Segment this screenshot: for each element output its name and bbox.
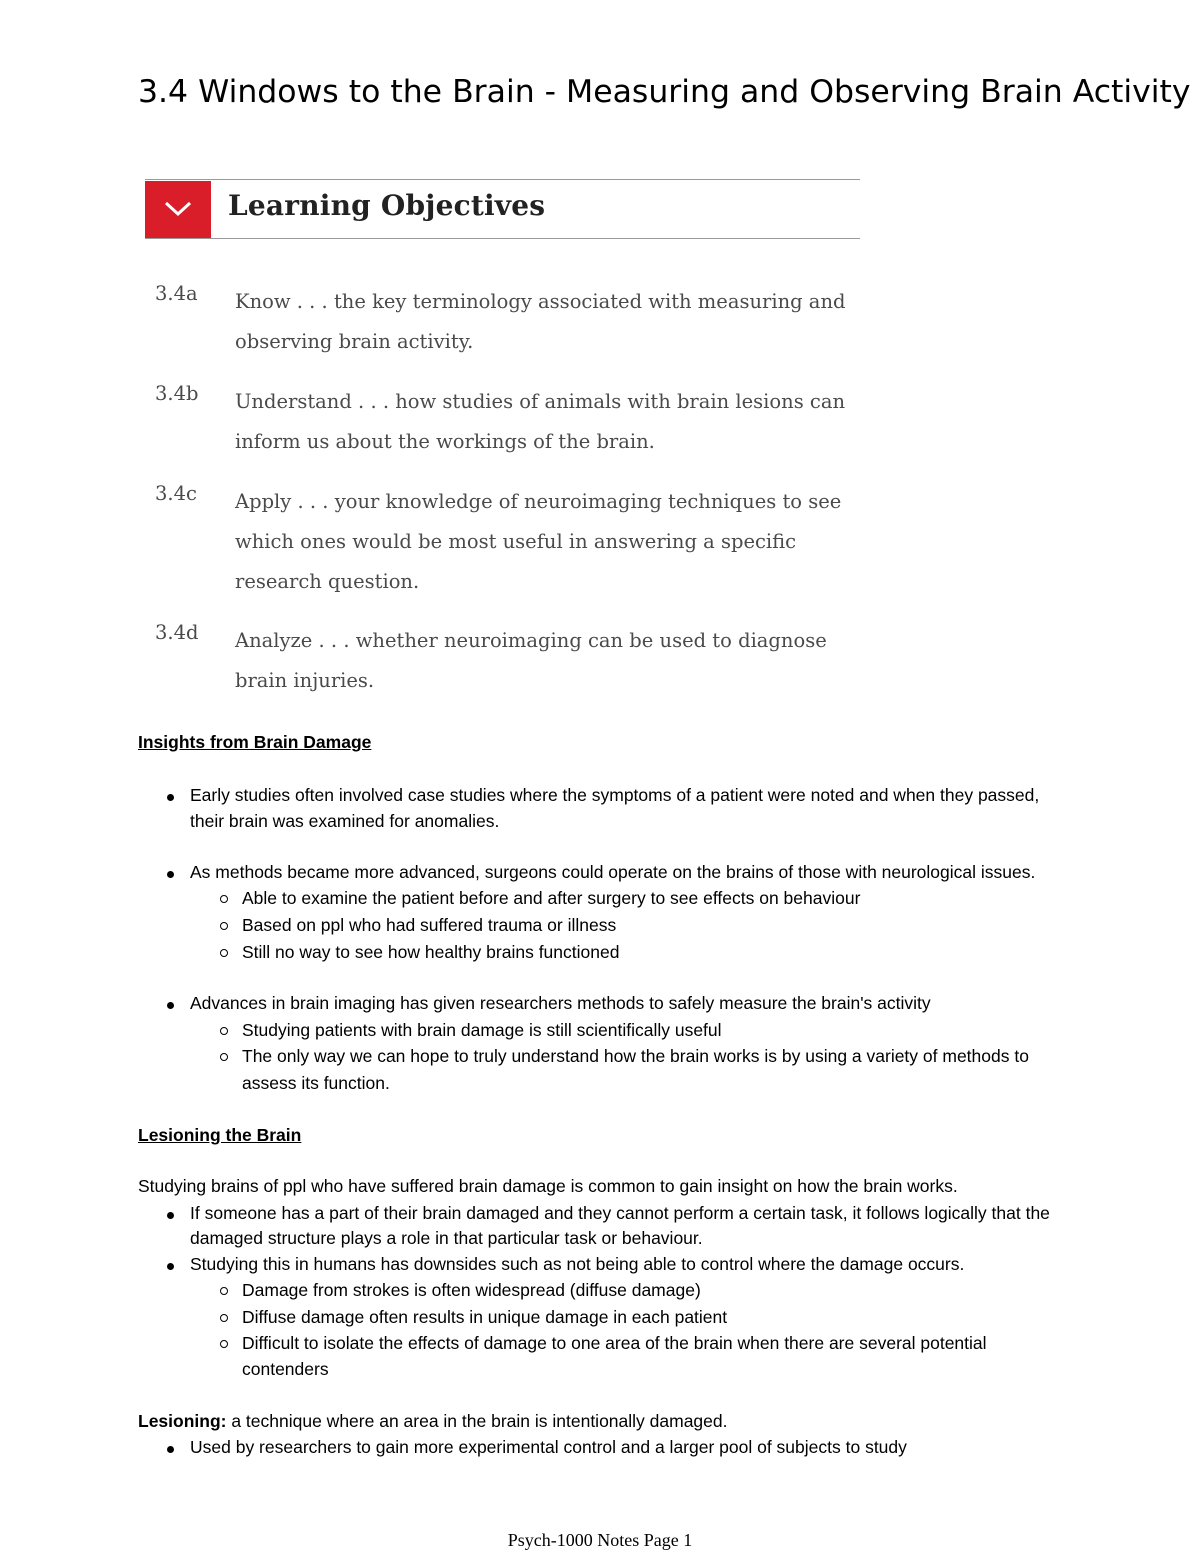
list-item: Early studies often involved case studies where the symptoms of a patient were noted and when they passed, bbox=[190, 785, 1040, 805]
chevron-down-icon bbox=[163, 197, 193, 219]
learning-objectives-banner[interactable] bbox=[145, 179, 860, 239]
list-item-continuation: damaged structure plays a role in that particular task or behaviour. bbox=[190, 1228, 703, 1248]
objective-text: brain injuries. bbox=[235, 669, 375, 692]
list-item: Advances in brain imaging has given researchers methods to safely measure the brain's activity bbox=[190, 993, 931, 1013]
definition-term: Lesioning: bbox=[138, 1411, 227, 1431]
objective-text: Analyze . . . whether neuroimaging can be used to diagnose bbox=[235, 629, 827, 652]
sub-list-item: Damage from strokes is often widespread (diffuse damage) bbox=[242, 1280, 701, 1300]
sub-list-item: Studying patients with brain damage is still scientifically useful bbox=[242, 1020, 722, 1040]
objective-code: 3.4a bbox=[155, 282, 198, 305]
page-title: 3.4 Windows to the Brain - Measuring and Observing Brain Activity bbox=[138, 74, 1191, 110]
page-footer: Psych-1000 Notes Page 1 bbox=[507, 1530, 693, 1550]
objective-code: 3.4c bbox=[155, 482, 197, 505]
definition-text: a technique where an area in the brain is intentionally damaged. bbox=[226, 1411, 728, 1431]
learning-objectives-heading: Learning Objectives bbox=[228, 189, 546, 222]
objective-text: Understand . . . how studies of animals with brain lesions can bbox=[235, 390, 846, 413]
sub-list-item: Diffuse damage often results in unique damage in each patient bbox=[242, 1307, 728, 1327]
list-item: Used by researchers to gain more experimental control and a larger pool of subjects to study bbox=[190, 1437, 907, 1457]
objective-text: Know . . . the key terminology associated with measuring and bbox=[235, 290, 846, 313]
sub-list-item-continuation: contenders bbox=[242, 1359, 329, 1379]
sub-list-item: Able to examine the patient before and after surgery to see effects on behaviour bbox=[242, 888, 861, 908]
sub-list-item: Difficult to isolate the effects of damage to one area of the brain when there are several potential bbox=[242, 1333, 987, 1353]
objective-text: research question. bbox=[235, 570, 420, 593]
section-heading-insights: Insights from Brain Damage bbox=[138, 732, 372, 752]
sub-list-item: The only way we can hope to truly understand how the brain works is by using a variety of methods to bbox=[242, 1046, 1029, 1066]
list-item: If someone has a part of their brain damaged and they cannot perform a certain task, it follows logically that the bbox=[190, 1203, 1050, 1223]
list-item-continuation: their brain was examined for anomalies. bbox=[190, 811, 500, 831]
objective-text: observing brain activity. bbox=[235, 330, 474, 353]
sub-list-item: Still no way to see how healthy brains functioned bbox=[242, 942, 620, 962]
objective-text: which ones would be most useful in answering a specific bbox=[235, 530, 797, 553]
paragraph: Studying brains of ppl who have suffered brain damage is common to gain insight on how the brain works. bbox=[138, 1176, 958, 1196]
definition bbox=[138, 1411, 728, 1432]
objective-code: 3.4b bbox=[155, 382, 199, 405]
objective-code: 3.4d bbox=[155, 621, 199, 644]
sub-list-item: Based on ppl who had suffered trauma or illness bbox=[242, 915, 617, 935]
list-item: Studying this in humans has downsides such as not being able to control where the damage occurs. bbox=[190, 1254, 965, 1274]
list-item: As methods became more advanced, surgeons could operate on the brains of those with neurological issues. bbox=[190, 862, 1036, 882]
sub-list-item-continuation: assess its function. bbox=[242, 1073, 390, 1093]
objective-text: Apply . . . your knowledge of neuroimaging techniques to see bbox=[235, 490, 842, 513]
objective-text: inform us about the workings of the brain. bbox=[235, 430, 655, 453]
collapse-toggle[interactable] bbox=[145, 181, 211, 238]
section-heading-lesioning: Lesioning the Brain bbox=[138, 1125, 302, 1145]
